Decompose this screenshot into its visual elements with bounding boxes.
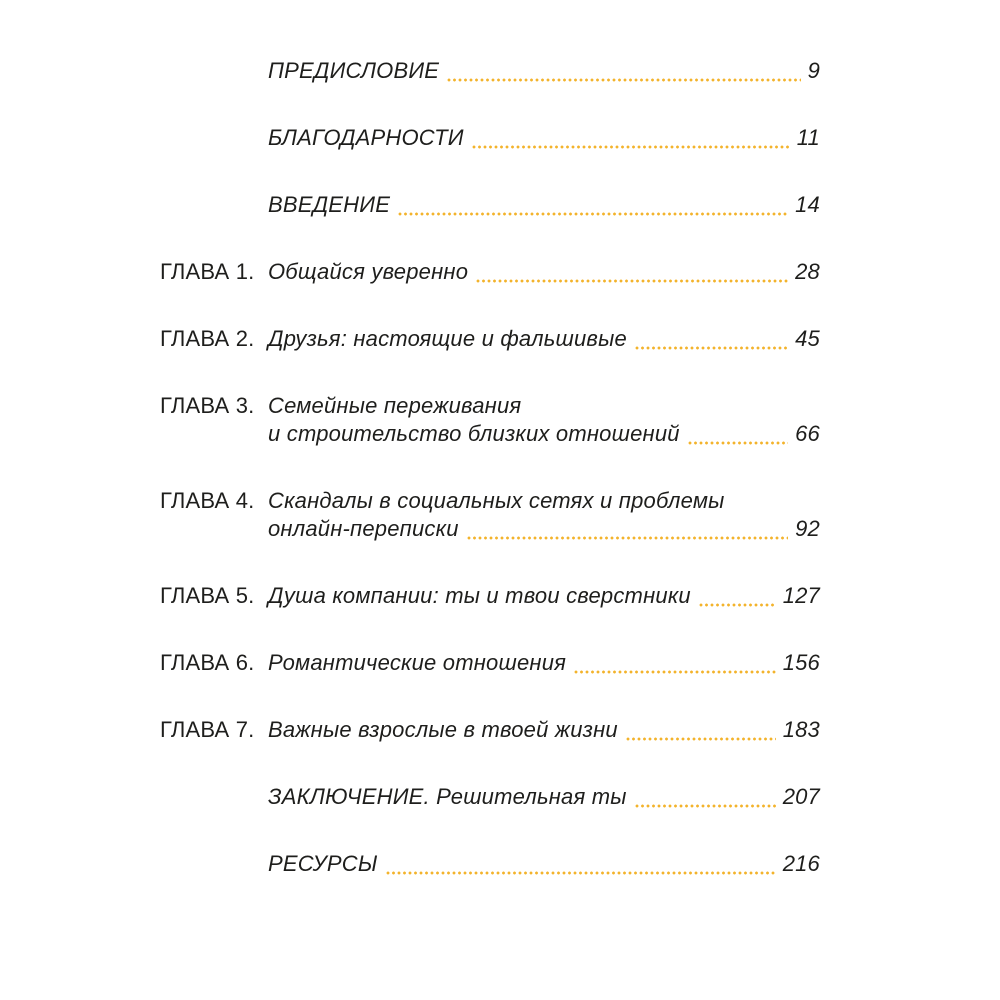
entry-title: Важные взрослые в твоей жизни (268, 717, 618, 742)
dot-leader (467, 536, 788, 540)
toc-entry (160, 582, 820, 610)
toc-entry (160, 258, 820, 286)
dot-leader (476, 279, 788, 283)
page-number: 207 (782, 784, 820, 809)
entry-title: Душа компании: ты и твои сверстники (268, 583, 691, 608)
entry-title: онлайн-переписки (268, 516, 459, 541)
entry-title: Общайся уверенно (268, 259, 469, 284)
entry-line (268, 191, 820, 219)
dot-leader (472, 145, 790, 149)
entry-body (268, 57, 820, 85)
entry-body (268, 487, 820, 543)
entry-title: БЛАГОДАРНОСТИ (268, 125, 464, 150)
entry-line (268, 57, 820, 85)
chapter-label: ГЛАВА 7. (160, 717, 255, 742)
dot-leader (688, 441, 788, 445)
entry-title: ВВЕДЕНИЕ (268, 192, 391, 217)
toc-entry (160, 325, 820, 353)
entry-title: и строительство близких отношений (268, 421, 680, 446)
entry-title: ЗАКЛЮЧЕНИЕ. Решительная ты (268, 784, 627, 809)
page-number: 11 (796, 125, 820, 150)
entry-body (268, 716, 820, 744)
chapter-label (160, 124, 268, 152)
entry-title: Друзья: настоящие и фальшивые (268, 326, 627, 351)
page-number: 92 (795, 516, 820, 541)
entry-body (268, 258, 820, 286)
chapter-label: ГЛАВА 3. (160, 393, 255, 418)
entry-line (268, 325, 820, 353)
entry-body (268, 582, 820, 610)
entry-title: ПРЕДИСЛОВИЕ (268, 58, 440, 83)
toc-entry (160, 57, 820, 85)
chapter-label: ГЛАВА 2. (160, 326, 255, 351)
dot-leader (635, 346, 788, 350)
dot-leader (626, 737, 776, 741)
toc-entry (160, 649, 820, 677)
chapter-label (160, 191, 268, 219)
toc-entry (160, 124, 820, 152)
dot-leader (386, 871, 776, 875)
entry-line (268, 716, 820, 744)
entry-body (268, 783, 820, 811)
entry-line (268, 649, 820, 677)
chapter-label: ГЛАВА 5. (160, 583, 255, 608)
entry-body (268, 124, 820, 152)
entry-line (268, 420, 820, 448)
chapter-label: ГЛАВА 6. (160, 650, 255, 675)
entry-line (268, 850, 820, 878)
toc-entry (160, 850, 820, 878)
page-number: 183 (782, 717, 820, 742)
page-number: 216 (782, 851, 820, 876)
entry-body (268, 191, 820, 219)
entry-body (268, 392, 820, 448)
entry-title: Романтические отношения (268, 650, 567, 675)
toc-entry (160, 392, 820, 448)
entry-title: Семейные переживания (268, 393, 522, 418)
entry-body (268, 649, 820, 677)
page-number: 127 (782, 583, 820, 608)
chapter-label: ГЛАВА 4. (160, 488, 255, 513)
entry-line (268, 783, 820, 811)
toc-entry (160, 783, 820, 811)
entry-line (268, 487, 820, 515)
dot-leader (574, 670, 776, 674)
page-number: 45 (795, 326, 820, 351)
entry-body (268, 325, 820, 353)
entry-line (268, 582, 820, 610)
page-number: 66 (795, 421, 820, 446)
dot-leader (699, 603, 776, 607)
chapter-label (160, 783, 268, 811)
page-number: 14 (795, 192, 820, 217)
table-of-contents (160, 57, 820, 878)
page-number: 28 (795, 259, 820, 284)
entry-title: Скандалы в социальных сетях и проблемы (268, 488, 725, 513)
entry-line (268, 392, 820, 420)
entry-line (268, 258, 820, 286)
entry-line (268, 124, 820, 152)
toc-entry (160, 191, 820, 219)
entry-title: РЕСУРСЫ (268, 851, 378, 876)
entry-body (268, 850, 820, 878)
page-number: 9 (807, 58, 820, 83)
dot-leader (398, 212, 788, 216)
dot-leader (635, 804, 776, 808)
toc-entry (160, 716, 820, 744)
chapter-label (160, 850, 268, 878)
entry-line (268, 515, 820, 543)
toc-entry (160, 487, 820, 543)
page-number: 156 (782, 650, 820, 675)
chapter-label (160, 57, 268, 85)
dot-leader (447, 78, 800, 82)
chapter-label: ГЛАВА 1. (160, 259, 255, 284)
